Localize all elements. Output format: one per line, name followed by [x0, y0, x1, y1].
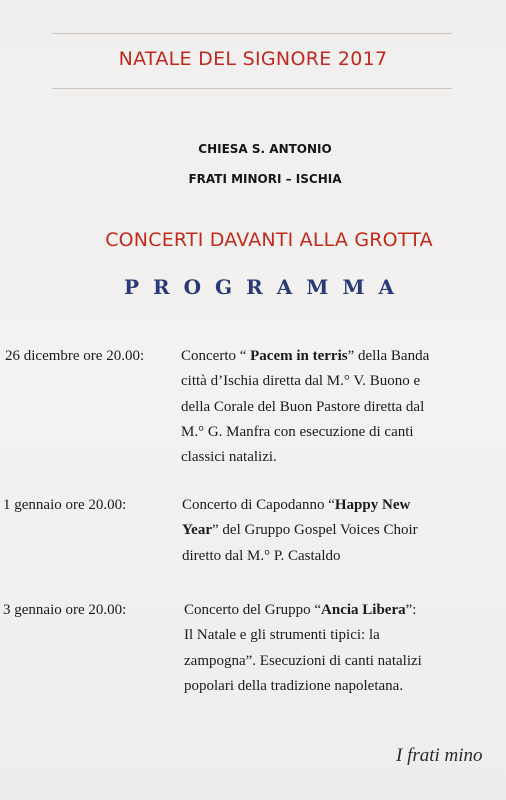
signature: I frati mino: [396, 745, 483, 766]
description-line: città d’Ischia diretta dal M.° V. Buono e: [181, 373, 421, 390]
concert-title: Ancia Libera: [321, 602, 406, 618]
page-title: NATALE DEL SIGNORE 2017: [118, 48, 388, 70]
description-line: Concerto “ Pacem in terris” della Banda: [181, 348, 430, 364]
entry-date: 1 gennaio ore 20.00:: [3, 497, 127, 513]
concerts-subtitle: CONCERTI DAVANTI ALLA GROTTA: [105, 229, 433, 251]
concert-title: Year: [182, 522, 212, 539]
description-line: classici natalizi.: [181, 449, 277, 466]
entry-date: 3 gennaio ore 20.00:: [3, 602, 127, 618]
description-line: diretto dal M.° P. Castaldo: [182, 547, 341, 564]
entry-description: [184, 598, 422, 699]
top-divider: [52, 33, 452, 34]
title-divider: [52, 88, 452, 89]
description-line: Il Natale e gli strumenti tipici: la: [184, 627, 380, 644]
church-name: CHIESA S. ANTONIO: [198, 142, 332, 156]
programme-heading: PROGRAMMA: [123, 275, 409, 299]
description-line: Year” del Gruppo Gospel Voices Choir: [182, 522, 418, 539]
description-line: Concerto di Capodanno “Happy New: [182, 497, 411, 513]
description-line: della Corale del Buon Pastore diretta dal: [181, 398, 425, 415]
entry-date: 26 dicembre ore 20.00:: [5, 348, 145, 364]
entry-description: [182, 493, 418, 569]
entry-description: [181, 344, 429, 470]
description-line: zampogna”. Esecuzioni di canti natalizi: [184, 652, 422, 669]
description-line: Concerto del Gruppo “Ancia Libera”:: [184, 602, 417, 618]
description-line: M.° G. Manfra con esecuzione di canti: [181, 423, 414, 440]
concert-title: Happy New: [334, 497, 411, 513]
description-line: popolari della tradizione napoletana.: [184, 677, 404, 694]
order-name: FRATI MINORI – ISCHIA: [188, 172, 342, 186]
concert-title: Pacem in terris: [250, 348, 348, 364]
